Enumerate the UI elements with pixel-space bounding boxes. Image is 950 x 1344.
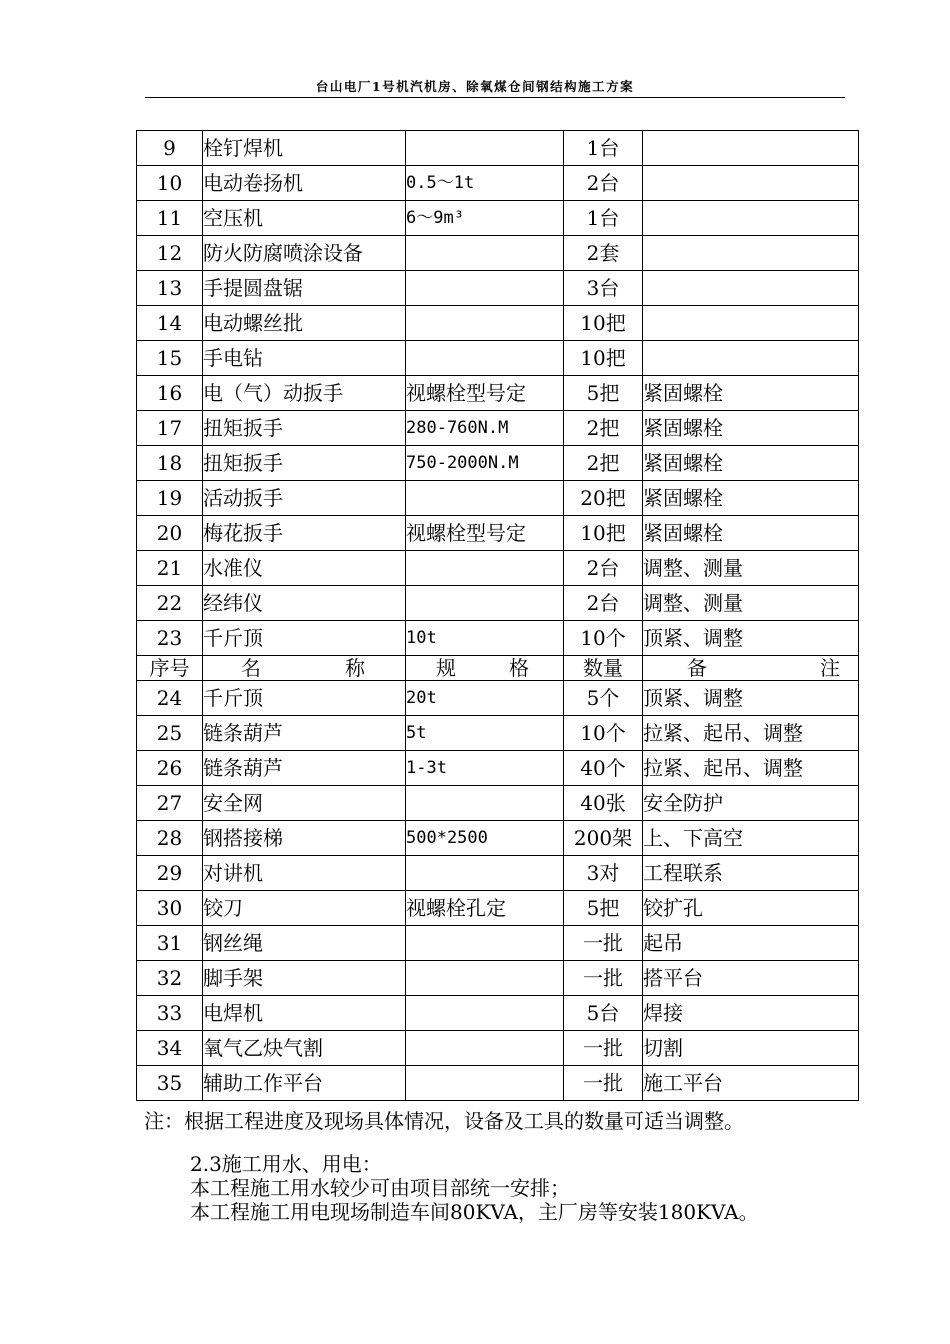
cell-note: 安全防护	[643, 786, 859, 821]
table-row	[137, 376, 859, 411]
cell-note: 顶紧、调整	[643, 681, 859, 716]
cell-spec: 750-2000N.M	[406, 446, 564, 481]
cell-note: 紧固螺栓	[643, 376, 859, 411]
table-row	[137, 1066, 859, 1101]
cell-name: 扭矩扳手	[203, 411, 406, 446]
cell-qty: 3台	[564, 271, 643, 306]
cell-no: 12	[137, 236, 203, 271]
table-row	[137, 411, 859, 446]
table-row	[137, 236, 859, 271]
cell-qty: 一批	[564, 961, 643, 996]
cell-spec	[406, 551, 564, 586]
table-row	[137, 271, 859, 306]
header-note-char: 注	[820, 656, 840, 680]
header-note	[643, 656, 859, 681]
table-row	[137, 516, 859, 551]
cell-note	[643, 306, 859, 341]
cell-name: 梅花扳手	[203, 516, 406, 551]
cell-note: 紧固螺栓	[643, 446, 859, 481]
cell-spec	[406, 1031, 564, 1066]
cell-no: 26	[137, 751, 203, 786]
header-no: 序号	[137, 656, 203, 681]
cell-qty: 2把	[564, 411, 643, 446]
cell-name: 链条葫芦	[203, 716, 406, 751]
cell-qty: 2把	[564, 446, 643, 481]
cell-spec	[406, 996, 564, 1031]
cell-no: 25	[137, 716, 203, 751]
cell-name: 安全网	[203, 786, 406, 821]
cell-no: 35	[137, 1066, 203, 1101]
cell-name: 氧气乙炔气割	[203, 1031, 406, 1066]
cell-name: 水准仪	[203, 551, 406, 586]
header-name-char: 称	[345, 656, 365, 680]
cell-no: 24	[137, 681, 203, 716]
table-row	[137, 306, 859, 341]
table-row	[137, 856, 859, 891]
cell-spec	[406, 926, 564, 961]
cell-spec: 0.5～1t	[406, 166, 564, 201]
cell-no: 33	[137, 996, 203, 1031]
cell-note: 拉紧、起吊、调整	[643, 751, 859, 786]
cell-no: 29	[137, 856, 203, 891]
table-row	[137, 996, 859, 1031]
cell-no: 23	[137, 621, 203, 656]
cell-qty: 20把	[564, 481, 643, 516]
table-row	[137, 201, 859, 236]
cell-note	[643, 271, 859, 306]
equipment-table	[136, 130, 859, 1101]
cell-note: 起吊	[643, 926, 859, 961]
cell-qty: 一批	[564, 1031, 643, 1066]
cell-name: 栓钉焊机	[203, 131, 406, 166]
header-note-char: 备	[687, 656, 707, 680]
cell-no: 18	[137, 446, 203, 481]
cell-note: 调整、测量	[643, 551, 859, 586]
cell-no: 27	[137, 786, 203, 821]
header-divider	[145, 97, 845, 98]
cell-note: 施工平台	[643, 1066, 859, 1101]
cell-spec	[406, 306, 564, 341]
cell-no: 30	[137, 891, 203, 926]
cell-no: 32	[137, 961, 203, 996]
cell-spec: 视螺栓型号定	[406, 376, 564, 411]
cell-name: 电焊机	[203, 996, 406, 1031]
cell-spec: 280-760N.M	[406, 411, 564, 446]
cell-name: 辅助工作平台	[203, 1066, 406, 1101]
table-row	[137, 586, 859, 621]
cell-qty: 3对	[564, 856, 643, 891]
cell-name: 空压机	[203, 201, 406, 236]
cell-name: 电（气）动扳手	[203, 376, 406, 411]
table-row	[137, 166, 859, 201]
cell-name: 电动卷扬机	[203, 166, 406, 201]
cell-no: 11	[137, 201, 203, 236]
cell-note	[643, 236, 859, 271]
cell-spec	[406, 961, 564, 996]
cell-note	[643, 201, 859, 236]
cell-spec: 5t	[406, 716, 564, 751]
cell-note: 上、下高空	[643, 821, 859, 856]
table-row	[137, 891, 859, 926]
header-spec	[406, 656, 564, 681]
cell-qty: 10把	[564, 516, 643, 551]
cell-qty: 一批	[564, 1066, 643, 1101]
cell-qty: 一批	[564, 926, 643, 961]
cell-qty: 10把	[564, 341, 643, 376]
cell-no: 31	[137, 926, 203, 961]
cell-name: 防火防腐喷涂设备	[203, 236, 406, 271]
cell-spec	[406, 481, 564, 516]
cell-qty: 5个	[564, 681, 643, 716]
cell-no: 9	[137, 131, 203, 166]
cell-no: 16	[137, 376, 203, 411]
table-row	[137, 621, 859, 656]
cell-note	[643, 131, 859, 166]
cell-qty: 40张	[564, 786, 643, 821]
cell-qty: 5台	[564, 996, 643, 1031]
cell-name: 对讲机	[203, 856, 406, 891]
cell-name: 钢丝绳	[203, 926, 406, 961]
cell-name: 扭矩扳手	[203, 446, 406, 481]
cell-qty: 5把	[564, 891, 643, 926]
cell-spec: 视螺栓型号定	[406, 516, 564, 551]
section-line-power: 本工程施工用电现场制造车间80KVA，主厂房等安装180KVA。	[190, 1200, 759, 1224]
header-spec-char: 格	[509, 656, 529, 680]
cell-name: 链条葫芦	[203, 751, 406, 786]
cell-spec: 20t	[406, 681, 564, 716]
cell-note: 顶紧、调整	[643, 621, 859, 656]
cell-name: 千斤顶	[203, 621, 406, 656]
cell-qty: 5把	[564, 376, 643, 411]
cell-no: 15	[137, 341, 203, 376]
cell-note: 焊接	[643, 996, 859, 1031]
cell-qty: 200架	[564, 821, 643, 856]
section-heading: 2.3施工用水、用电：	[190, 1152, 382, 1176]
table-row	[137, 681, 859, 716]
cell-spec: 10t	[406, 621, 564, 656]
header-spec-char: 规	[436, 656, 456, 680]
cell-note: 拉紧、起吊、调整	[643, 716, 859, 751]
cell-spec	[406, 786, 564, 821]
cell-qty: 2台	[564, 166, 643, 201]
cell-note: 调整、测量	[643, 586, 859, 621]
table-row	[137, 961, 859, 996]
cell-name: 经纬仪	[203, 586, 406, 621]
table-row	[137, 1031, 859, 1066]
table-row	[137, 786, 859, 821]
cell-spec	[406, 341, 564, 376]
table-row	[137, 716, 859, 751]
cell-note	[643, 341, 859, 376]
page-header-title: 台山电厂1号机汽机房、除氧煤仓间钢结构施工方案	[315, 79, 635, 94]
section-line-water: 本工程施工用水较少可由项目部统一安排；	[190, 1176, 570, 1200]
cell-spec	[406, 131, 564, 166]
cell-no: 10	[137, 166, 203, 201]
cell-no: 20	[137, 516, 203, 551]
cell-qty: 2套	[564, 236, 643, 271]
table-row	[137, 446, 859, 481]
cell-qty: 1台	[564, 201, 643, 236]
table-row	[137, 751, 859, 786]
header-name-char: 名	[241, 656, 261, 680]
cell-no: 17	[137, 411, 203, 446]
cell-note: 工程联系	[643, 856, 859, 891]
cell-note: 铰扩孔	[643, 891, 859, 926]
cell-name: 手电钻	[203, 341, 406, 376]
cell-spec: 6～9m³	[406, 201, 564, 236]
header-name	[203, 656, 406, 681]
cell-spec	[406, 1066, 564, 1101]
table-row	[137, 481, 859, 516]
cell-note: 切割	[643, 1031, 859, 1066]
cell-no: 14	[137, 306, 203, 341]
cell-note: 紧固螺栓	[643, 516, 859, 551]
cell-name: 活动扳手	[203, 481, 406, 516]
cell-name: 钢搭接梯	[203, 821, 406, 856]
cell-name: 铰刀	[203, 891, 406, 926]
table-footnote: 注：根据工程进度及现场具体情况，设备及工具的数量可适当调整。	[144, 1109, 744, 1133]
cell-spec	[406, 236, 564, 271]
cell-name: 千斤顶	[203, 681, 406, 716]
cell-note: 紧固螺栓	[643, 481, 859, 516]
cell-spec	[406, 271, 564, 306]
cell-note: 搭平台	[643, 961, 859, 996]
cell-no: 22	[137, 586, 203, 621]
cell-spec	[406, 856, 564, 891]
cell-qty: 10把	[564, 306, 643, 341]
cell-no: 21	[137, 551, 203, 586]
table-row	[137, 551, 859, 586]
cell-note	[643, 166, 859, 201]
cell-qty: 1台	[564, 131, 643, 166]
header-qty: 数量	[564, 656, 643, 681]
cell-no: 19	[137, 481, 203, 516]
cell-qty: 40个	[564, 751, 643, 786]
cell-name: 手提圆盘锯	[203, 271, 406, 306]
cell-qty: 10个	[564, 621, 643, 656]
cell-spec: 1-3t	[406, 751, 564, 786]
table-row	[137, 821, 859, 856]
cell-no: 34	[137, 1031, 203, 1066]
cell-note: 紧固螺栓	[643, 411, 859, 446]
cell-qty: 2台	[564, 586, 643, 621]
cell-no: 13	[137, 271, 203, 306]
cell-qty: 10个	[564, 716, 643, 751]
table-row	[137, 341, 859, 376]
cell-no: 28	[137, 821, 203, 856]
cell-name: 电动螺丝批	[203, 306, 406, 341]
table-row	[137, 926, 859, 961]
cell-spec: 视螺栓孔定	[406, 891, 564, 926]
cell-spec	[406, 586, 564, 621]
table-row	[137, 131, 859, 166]
cell-qty: 2台	[564, 551, 643, 586]
table-header-row	[137, 656, 859, 681]
cell-name: 脚手架	[203, 961, 406, 996]
cell-spec: 500*2500	[406, 821, 564, 856]
